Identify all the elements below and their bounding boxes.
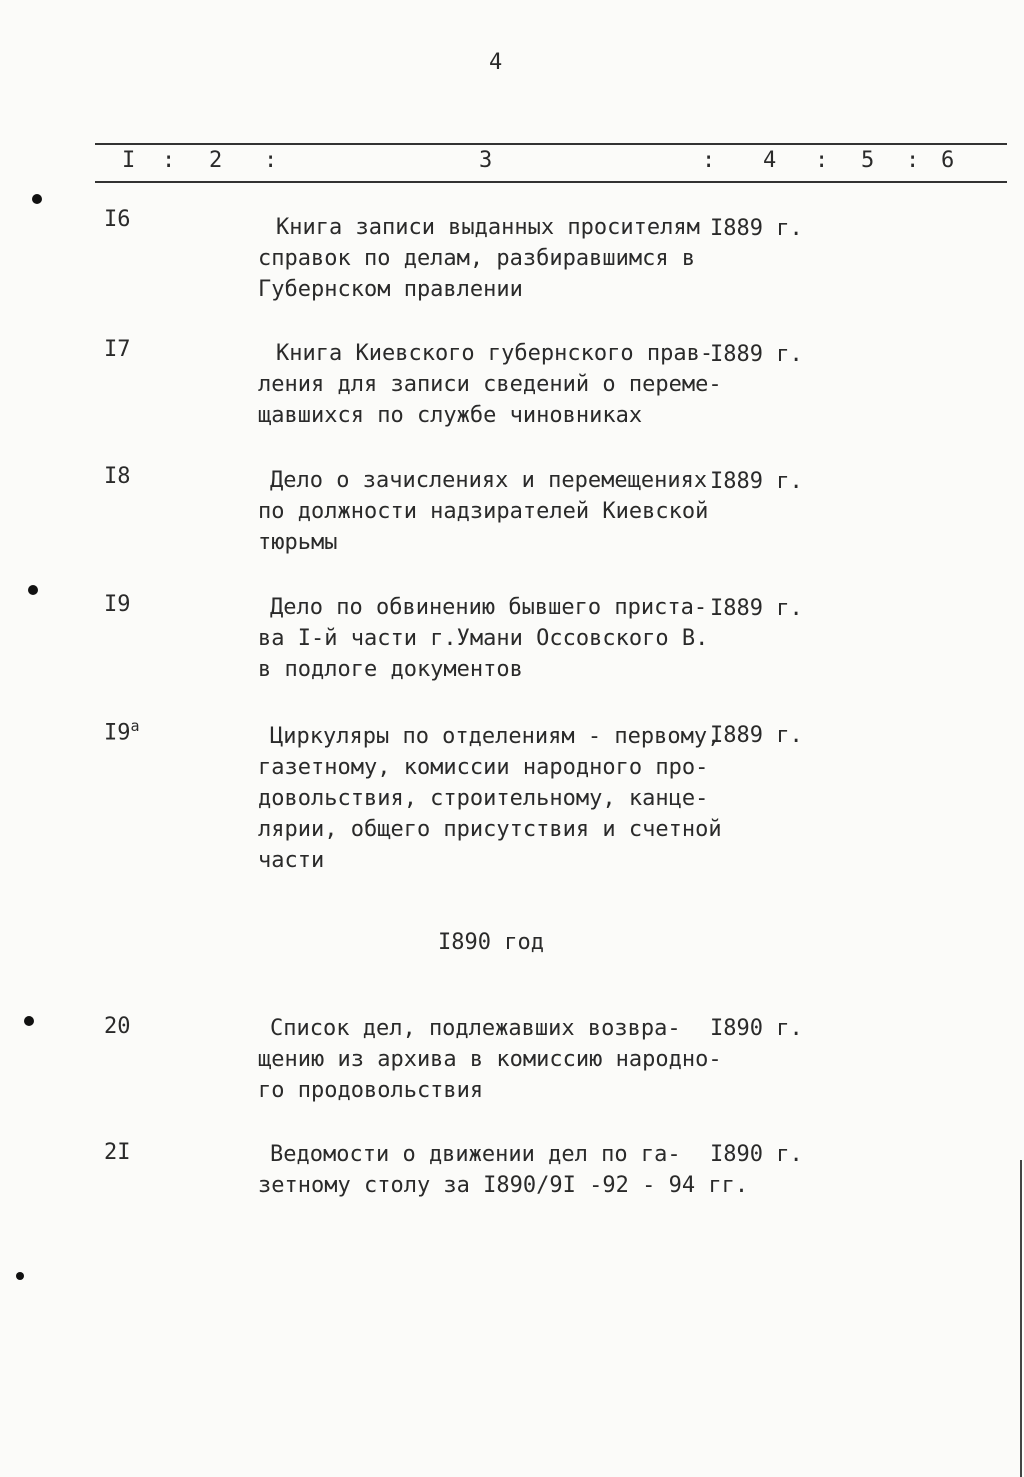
description-line: довольствия, строительному, канце- bbox=[258, 786, 709, 811]
description-line: справок по делам, разбиравшимся в bbox=[258, 246, 696, 271]
row-number: 20 bbox=[104, 1014, 131, 1039]
binding-hole-mark bbox=[16, 1272, 24, 1280]
description-line: тюрьмы bbox=[258, 530, 338, 555]
row-description bbox=[258, 1139, 749, 1201]
row-date: I889 г. bbox=[710, 596, 803, 621]
header-sep: : bbox=[162, 148, 176, 173]
header-sep: : bbox=[906, 148, 920, 173]
scan-edge-line bbox=[1020, 1160, 1022, 1477]
description-line: в подлоге документов bbox=[258, 657, 523, 682]
row-date: I889 г. bbox=[710, 342, 803, 367]
row-description bbox=[258, 212, 718, 305]
description-line: ва I-й части г.Умани Оссовского В. bbox=[258, 626, 709, 651]
header-col-1: I bbox=[122, 148, 136, 173]
binding-hole-mark bbox=[28, 585, 38, 595]
description-line: ления для записи сведений о переме- bbox=[258, 372, 722, 397]
description-line: Книга Киевского губернского прав- bbox=[276, 341, 714, 366]
description-line: Книга записи выданных просителям bbox=[276, 215, 700, 240]
row-description bbox=[258, 1013, 722, 1106]
description-line: части bbox=[258, 848, 325, 873]
table-header-top-rule bbox=[95, 143, 1007, 145]
header-col-4: 4 bbox=[763, 148, 777, 173]
row-date: I889 г. bbox=[710, 469, 803, 494]
header-sep: : bbox=[702, 148, 716, 173]
row-number-main: I9 bbox=[104, 720, 131, 746]
row-description bbox=[258, 592, 718, 685]
row-number: 2I bbox=[104, 1140, 131, 1165]
header-col-6: 6 bbox=[941, 148, 955, 173]
description-line: го продовольствия bbox=[258, 1078, 484, 1103]
row-number: I6 bbox=[104, 207, 131, 232]
row-number: I7 bbox=[104, 337, 131, 362]
description-line: Дело по обвинению бывшего приста- bbox=[270, 595, 708, 620]
section-title-1890: I890 год bbox=[438, 930, 544, 955]
description-line: лярии, общего присутствия и счетной bbox=[258, 817, 722, 842]
row-number: I9 bbox=[104, 592, 131, 617]
description-line: газетному, комиссии народного про- bbox=[258, 755, 709, 780]
description-line: зетному столу за I890/9I -92 - 94 гг. bbox=[258, 1173, 749, 1198]
row-number: I8 bbox=[104, 464, 131, 489]
row-number bbox=[104, 717, 140, 745]
row-description bbox=[258, 721, 722, 876]
row-description bbox=[258, 338, 722, 431]
row-date: I889 г. bbox=[710, 216, 803, 241]
binding-hole-mark bbox=[32, 194, 42, 204]
page-number: 4 bbox=[489, 50, 503, 75]
description-line: щению из архива в комиссию народно- bbox=[258, 1047, 722, 1072]
header-sep: : bbox=[815, 148, 829, 173]
description-line: по должности надзирателей Киевской bbox=[258, 499, 709, 524]
binding-hole-mark bbox=[24, 1016, 34, 1026]
header-col-5: 5 bbox=[861, 148, 875, 173]
description-line: Губернском правлении bbox=[258, 277, 523, 302]
header-col-2: 2 bbox=[209, 148, 223, 173]
row-date: I889 г. bbox=[710, 723, 803, 748]
header-sep: : bbox=[264, 148, 278, 173]
row-description bbox=[258, 465, 718, 558]
row-number-superscript: а bbox=[130, 717, 140, 735]
description-line: щавшихся по службе чиновниках bbox=[258, 403, 643, 428]
row-date: I890 г. bbox=[710, 1016, 803, 1041]
table-header-bottom-rule bbox=[95, 181, 1007, 183]
description-line: Ведомости о движении дел по га- bbox=[270, 1142, 681, 1167]
header-col-3: 3 bbox=[479, 148, 493, 173]
description-line: Дело о зачислениях и перемещениях bbox=[270, 468, 708, 493]
description-line: Список дел, подлежавших возвра- bbox=[270, 1016, 681, 1041]
row-date: I890 г. bbox=[710, 1142, 803, 1167]
description-line: Циркуляры по отделениям - первому, bbox=[270, 724, 721, 749]
